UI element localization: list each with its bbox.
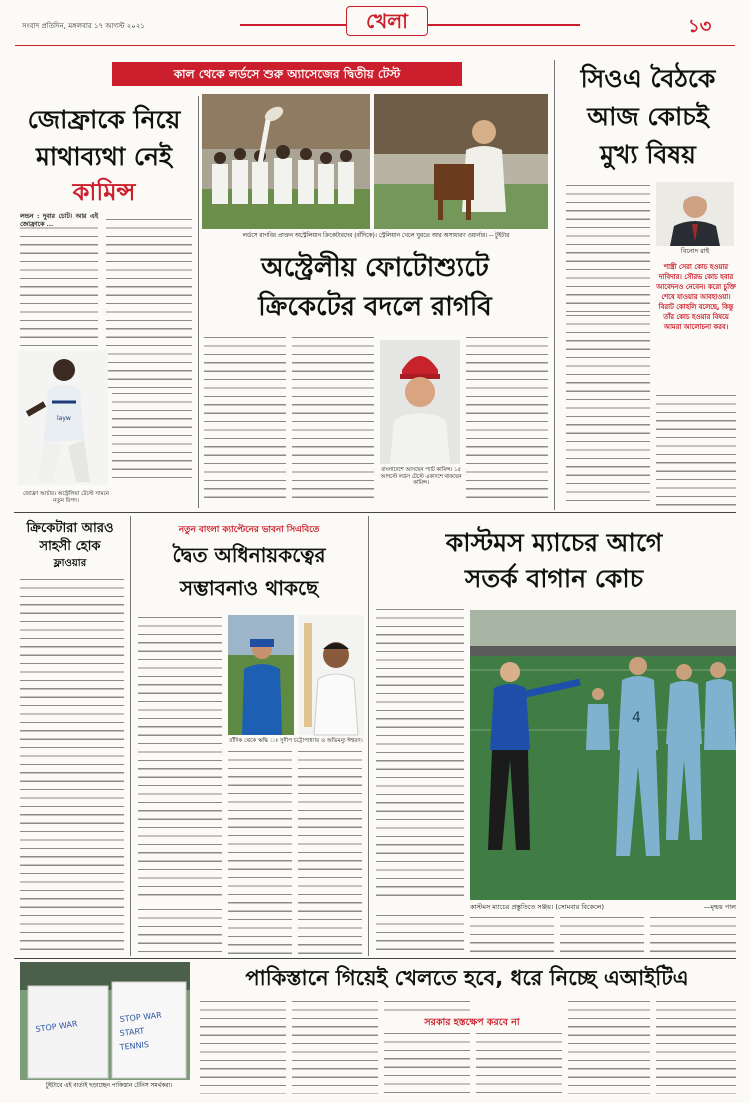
svg-text:layw: layw	[57, 415, 71, 422]
bagan-photo-credit: —মৃন্ময় পাল	[703, 903, 736, 911]
svg-text:TENNIS: TENNIS	[119, 1039, 150, 1052]
divider-bottom-left	[130, 516, 131, 956]
bagan-body-col2	[470, 914, 554, 954]
cricketers-headline-2: সাহসী হোক	[39, 539, 101, 554]
masthead	[0, 0, 750, 36]
cummins-portrait	[380, 340, 460, 464]
pakistan-body-col3b	[384, 1030, 470, 1094]
bagan-body-col3	[560, 914, 644, 954]
masthead-underline	[15, 45, 735, 46]
cummins-caption: বাংলাদেশে আসছেন প্যাট কামিন্স। ১৫ আগস্টে লর্ডস টেস্টে একাদশে থাকছেন কামিন্স।	[380, 467, 462, 487]
captaincy-photo-1	[228, 615, 294, 735]
coa-pullquote: শাস্ত্রী সেরা কোচ হওয়ার দাবিদার। সৌরভ কোচ হবার আবেদনও নেবেন। করো চুক্তি শেষে যাওয়ার আবহাওয়া। বিরাট কোহলি বলেছে, কিন্তু তাঁর কোচ হওয়ার বিষয়ে আমরা আলোচনা করব।	[656, 263, 736, 331]
pakistan-body-col5	[568, 998, 650, 1094]
coa-headline-3: মুখ্য বিষয়	[600, 140, 696, 169]
jofra-lead: লন্ডন : দুবার চোট। আর এই জোফ্রাকে ...	[20, 213, 98, 229]
divider-bottom-center	[368, 516, 369, 956]
divider-left	[198, 96, 199, 508]
bagan-body-col4	[650, 914, 736, 954]
row-divider-2	[14, 958, 736, 959]
rugby-headline-2: ক্রিকেটের বদলে রাগবি	[258, 292, 492, 322]
section-title: খেলা	[346, 6, 428, 36]
rugby-body-col1	[204, 334, 286, 502]
bagan-photo-caption: কাস্টমস ম্যাচের প্রস্তুতিতে সঞ্জয়। (সোমবার বিকেলে)	[470, 903, 605, 911]
top-banner: কাল থেকে লর্ডসে শুরু অ্যাসেজের দ্বিতীয় টেস্ট	[112, 62, 462, 86]
vinod-rai-caption: বিনোদ রাই	[680, 247, 710, 255]
coa-body-col2	[566, 312, 650, 508]
captaincy-body-col1b	[138, 906, 222, 954]
rugby-body-col3	[466, 334, 548, 502]
captaincy-photo-2	[298, 615, 364, 735]
captaincy-headline-1: দ্বৈত অধিনায়কত্বের	[172, 543, 326, 567]
bagan-headline-2: সতর্ক বাগান কোচ	[464, 564, 644, 593]
captaincy-body-col1	[138, 614, 222, 902]
pakistan-body-col4	[476, 1030, 562, 1094]
svg-text:START: START	[119, 1026, 145, 1038]
towel-photo	[20, 962, 190, 1080]
pakistan-body-col6	[656, 998, 736, 1094]
rugby-photo-warner	[374, 94, 548, 229]
divider-right	[554, 60, 555, 510]
jofra-body-col2b	[112, 390, 192, 482]
coa-body-col3	[656, 392, 736, 508]
jofra-photo	[18, 350, 108, 485]
captaincy-kicker: নতুন বাংলা ক্যাপ্টেনের ভাবনা সিএবিতে	[178, 525, 320, 535]
page-number: ১৩	[688, 16, 712, 37]
jofra-headline-3: কামিন্স	[72, 178, 136, 206]
pakistan-headline: পাকিস্তানে গিয়েই খেলতে হবে, ধরে নিচ্ছে এআইটিএ	[245, 966, 689, 990]
rugby-photo-caption: লর্ডসে রাগবির প্রাক্তন অস্ট্রেলিয়ান ক্রিকেটারদের (বাঁদিকে)। স্ট্রেলিয়ান খেলে ঘুরতে আর অসাধারণ ওয়ার্নার। -- টুইটার	[242, 233, 510, 239]
cricketers-headline-1: ক্রিকেটারা আরও	[26, 521, 114, 536]
captaincy-headline-2: সম্ভাবনাও থাকছে	[179, 576, 319, 600]
jofra-caption: জোফ্রা আর্চার। অস্ট্রেলিয়া টেস্টে সামনে নতুন বিপদ।	[22, 491, 110, 504]
masthead-rule-right	[480, 24, 580, 26]
row-divider-1	[14, 512, 736, 513]
bagan-body-col1b	[376, 912, 464, 954]
rugby-body-col2	[292, 334, 374, 502]
pakistan-body-col1	[200, 998, 286, 1094]
pakistan-subhead: সরকার হস্তক্ষেপ করবে না	[424, 1017, 520, 1028]
captaincy-photo-caption: বাঁদিক থেকে ঋদ্ধি ঃ সুদীপ চট্টোপাধ্যায় ও অভিমন্যু ঈশ্বরণ।	[229, 738, 363, 744]
coa-headline-1: সিওএ বৈঠকে	[580, 64, 716, 93]
captaincy-body-col2	[228, 748, 292, 954]
bagan-headline-1: কাস্টমস ম্যাচের আগে	[445, 528, 663, 557]
captaincy-body-col3	[298, 748, 362, 954]
cricketers-body	[20, 576, 124, 954]
pakistan-body-col2	[292, 998, 378, 1094]
cricketers-headline-3: ফ্লাওয়ার	[53, 558, 87, 569]
jofra-body-col2	[106, 216, 192, 388]
bagan-photo	[470, 610, 736, 900]
rugby-photo-group	[202, 94, 370, 229]
coa-body-col1	[566, 182, 650, 312]
towel-photo-caption: টুইটারে এই বার্তাই ছড়াচ্ছেন পাকিস্তান টেনিস সমর্থকরা।	[45, 1083, 173, 1089]
pakistan-body-col3	[384, 998, 470, 1012]
bagan-body-col1	[376, 606, 464, 902]
svg-text:4: 4	[632, 710, 641, 726]
vinod-rai-portrait	[656, 182, 734, 246]
jofra-headline-2: মাথাব্যথা নেই	[36, 142, 172, 171]
rugby-headline-1: অস্ট্রেলীয় ফোটোশ্যুটে	[261, 253, 489, 283]
svg-text:STOP WAR: STOP WAR	[119, 1010, 163, 1024]
jofra-headline-1: জোফ্রাকে নিয়ে	[27, 105, 181, 134]
masthead-date: সংবাদ প্রতিদিন, মঙ্গলবার ১৭ আগস্ট ২০২১	[22, 22, 145, 30]
svg-text:STOP WAR: STOP WAR	[35, 1019, 79, 1034]
coa-headline-2: আজ কোচই	[587, 102, 709, 131]
